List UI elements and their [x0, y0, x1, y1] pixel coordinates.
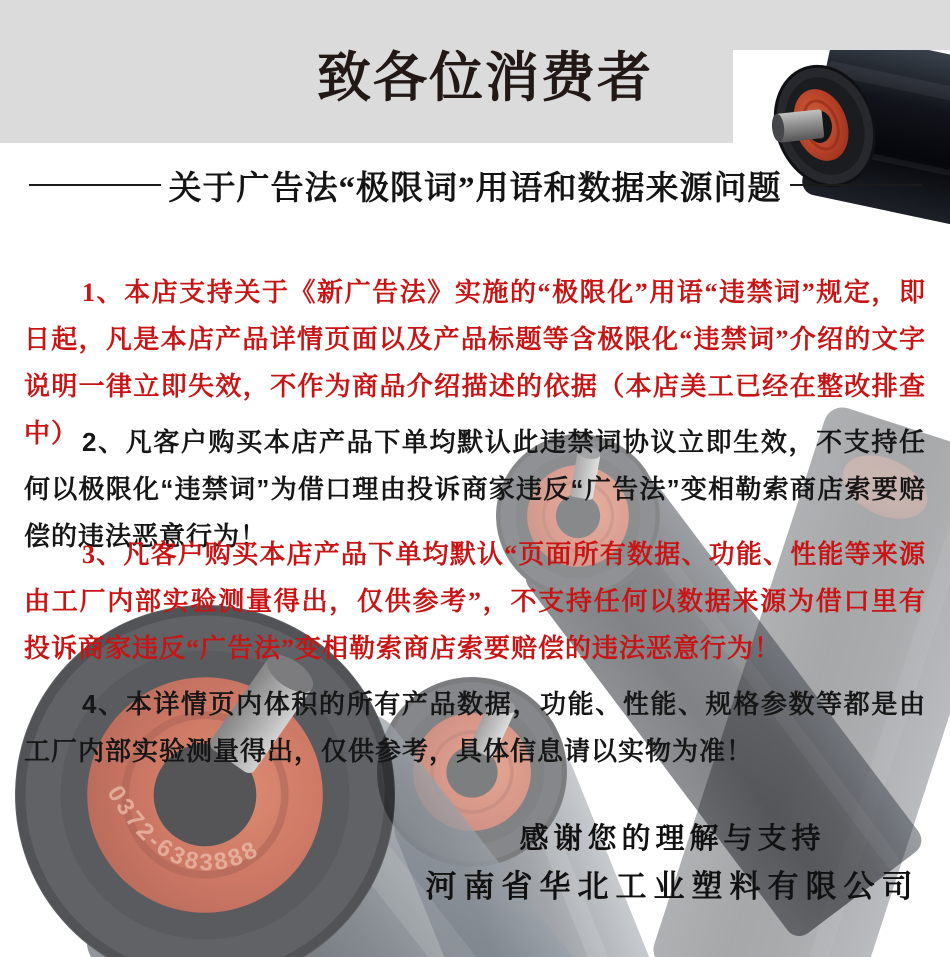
page-title: 致各位消费者 [317, 48, 653, 108]
subtitle-text: 关于广告法“极限词”用语和数据来源问题 [168, 170, 782, 207]
notice-paragraph-1: 1、本店支持关于《新广告法》实施的“极限化”用语“违禁词”规定，即日起，凡是本店产品详情页面以及产品标题等含极限化“违禁词”介绍的文字说明一律立即失效，不作为商品介绍描述的依据（本店美工已经在整改排查中） [24, 278, 926, 448]
notice-paragraph-3: 3、凡客户购买本店产品下单均默认“页面所有数据、功能、性能等来源由工厂内部实验测量得出，仅供参考”，不支持任何以数据来源为借口里有投诉商家违反“广告法”变相勒索商店索要赔偿的违法恶意行为！ [24, 540, 926, 663]
notice-paragraph-4: 4、本详情页内体积的所有产品数据，功能、性能、规格参数等都是由工厂内部实验测量得出，仅供参考，具体信息请以实物为准！ [24, 689, 926, 766]
footer-block [400, 816, 945, 912]
subtitle-right-dash [790, 184, 922, 186]
footer-company-name: 河南省华北工业塑料有限公司 [425, 869, 920, 904]
roller-shaft [771, 109, 825, 143]
roller-phone-text: 0372-6383888 [101, 781, 265, 877]
subtitle-left-dash [29, 184, 161, 186]
notice-paragraph-2: 2、凡客户购买本店产品下单均默认此违禁词协议立即生效，不支持任何以极限化“违禁词”为借口理由投诉商家违反“广告法”变相勒索商店索要赔偿的违法恶意行为！ [24, 427, 926, 551]
footer-thanks-line: 感谢您的理解与支持 [519, 823, 826, 855]
subtitle-row [0, 160, 950, 210]
